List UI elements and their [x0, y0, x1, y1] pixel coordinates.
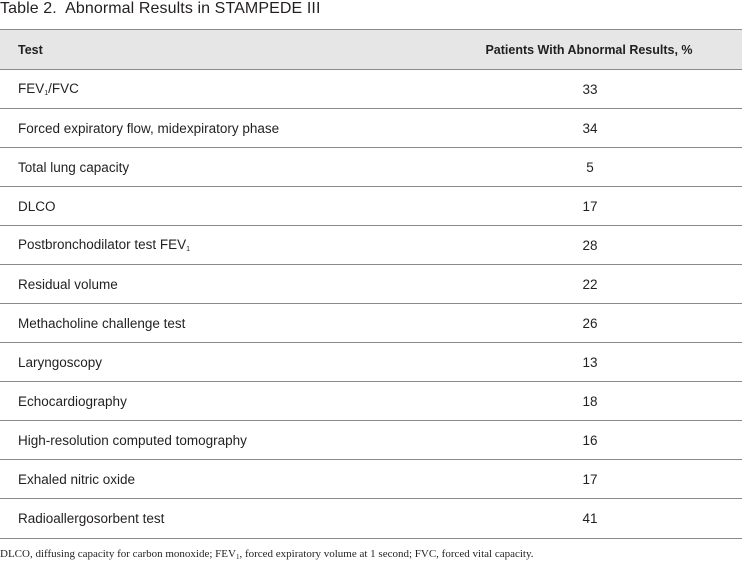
- table-row: [0, 304, 742, 343]
- cell-test: $FEV_1$/FVC: [18, 81, 79, 97]
- results-table: [0, 29, 742, 539]
- cell-percent: 41: [582, 511, 598, 526]
- cell-percent: 34: [582, 120, 598, 136]
- header-test: Test: [18, 42, 43, 57]
- cell-percent: 16: [582, 432, 598, 448]
- table-body: [0, 70, 742, 538]
- cell-percent: 33: [582, 81, 598, 97]
- cell-test: Laryngoscopy: [18, 354, 103, 370]
- table-row: [0, 148, 742, 187]
- cell-percent: 17: [582, 471, 598, 487]
- header-percent: Patients With Abnormal Results, %: [485, 42, 693, 57]
- cell-test: Total lung capacity: [18, 159, 130, 175]
- table-row: [0, 499, 742, 538]
- table-caption: [0, 0, 321, 22]
- cell-percent: 22: [582, 276, 598, 292]
- cell-test: Exhaled nitric oxide: [18, 471, 136, 487]
- table-row: [0, 109, 742, 148]
- table-row: [0, 226, 742, 265]
- table-footnote: DLCO, diffusing capacity for carbon monoxide; $FEV_1$, forced expiratory volume at 1 second; FVC, forced vital capacity.: [0, 548, 534, 561]
- cell-test: Echocardiography: [18, 393, 127, 409]
- cell-test: Forced expiratory flow, midexpiratory phase: [18, 120, 280, 136]
- cell-percent: 13: [582, 354, 598, 370]
- cell-test: Radioallergosorbent test: [18, 511, 165, 526]
- cell-test: Residual volume: [18, 276, 118, 292]
- table-row: [0, 421, 742, 460]
- table-header-row: [0, 30, 742, 70]
- cell-test: DLCO: [18, 198, 56, 214]
- table-row: [0, 70, 742, 109]
- table-row: [0, 187, 742, 226]
- cell-test: Postbronchodilator test $FEV_1$: [18, 237, 191, 253]
- table-row: [0, 382, 742, 421]
- cell-percent: 5: [586, 159, 594, 175]
- caption-label: Table 2.: [0, 0, 57, 17]
- table-row: [0, 343, 742, 382]
- cell-test: High-resolution computed tomography: [18, 432, 247, 448]
- cell-test: Methacholine challenge test: [18, 315, 186, 331]
- cell-percent: 17: [582, 198, 598, 214]
- cell-percent: 18: [582, 393, 598, 409]
- cell-percent: 28: [582, 237, 598, 253]
- cell-percent: 26: [582, 315, 598, 331]
- caption-title: Abnormal Results in STAMPEDE III: [65, 0, 321, 17]
- table-row: [0, 460, 742, 499]
- table-row: [0, 265, 742, 304]
